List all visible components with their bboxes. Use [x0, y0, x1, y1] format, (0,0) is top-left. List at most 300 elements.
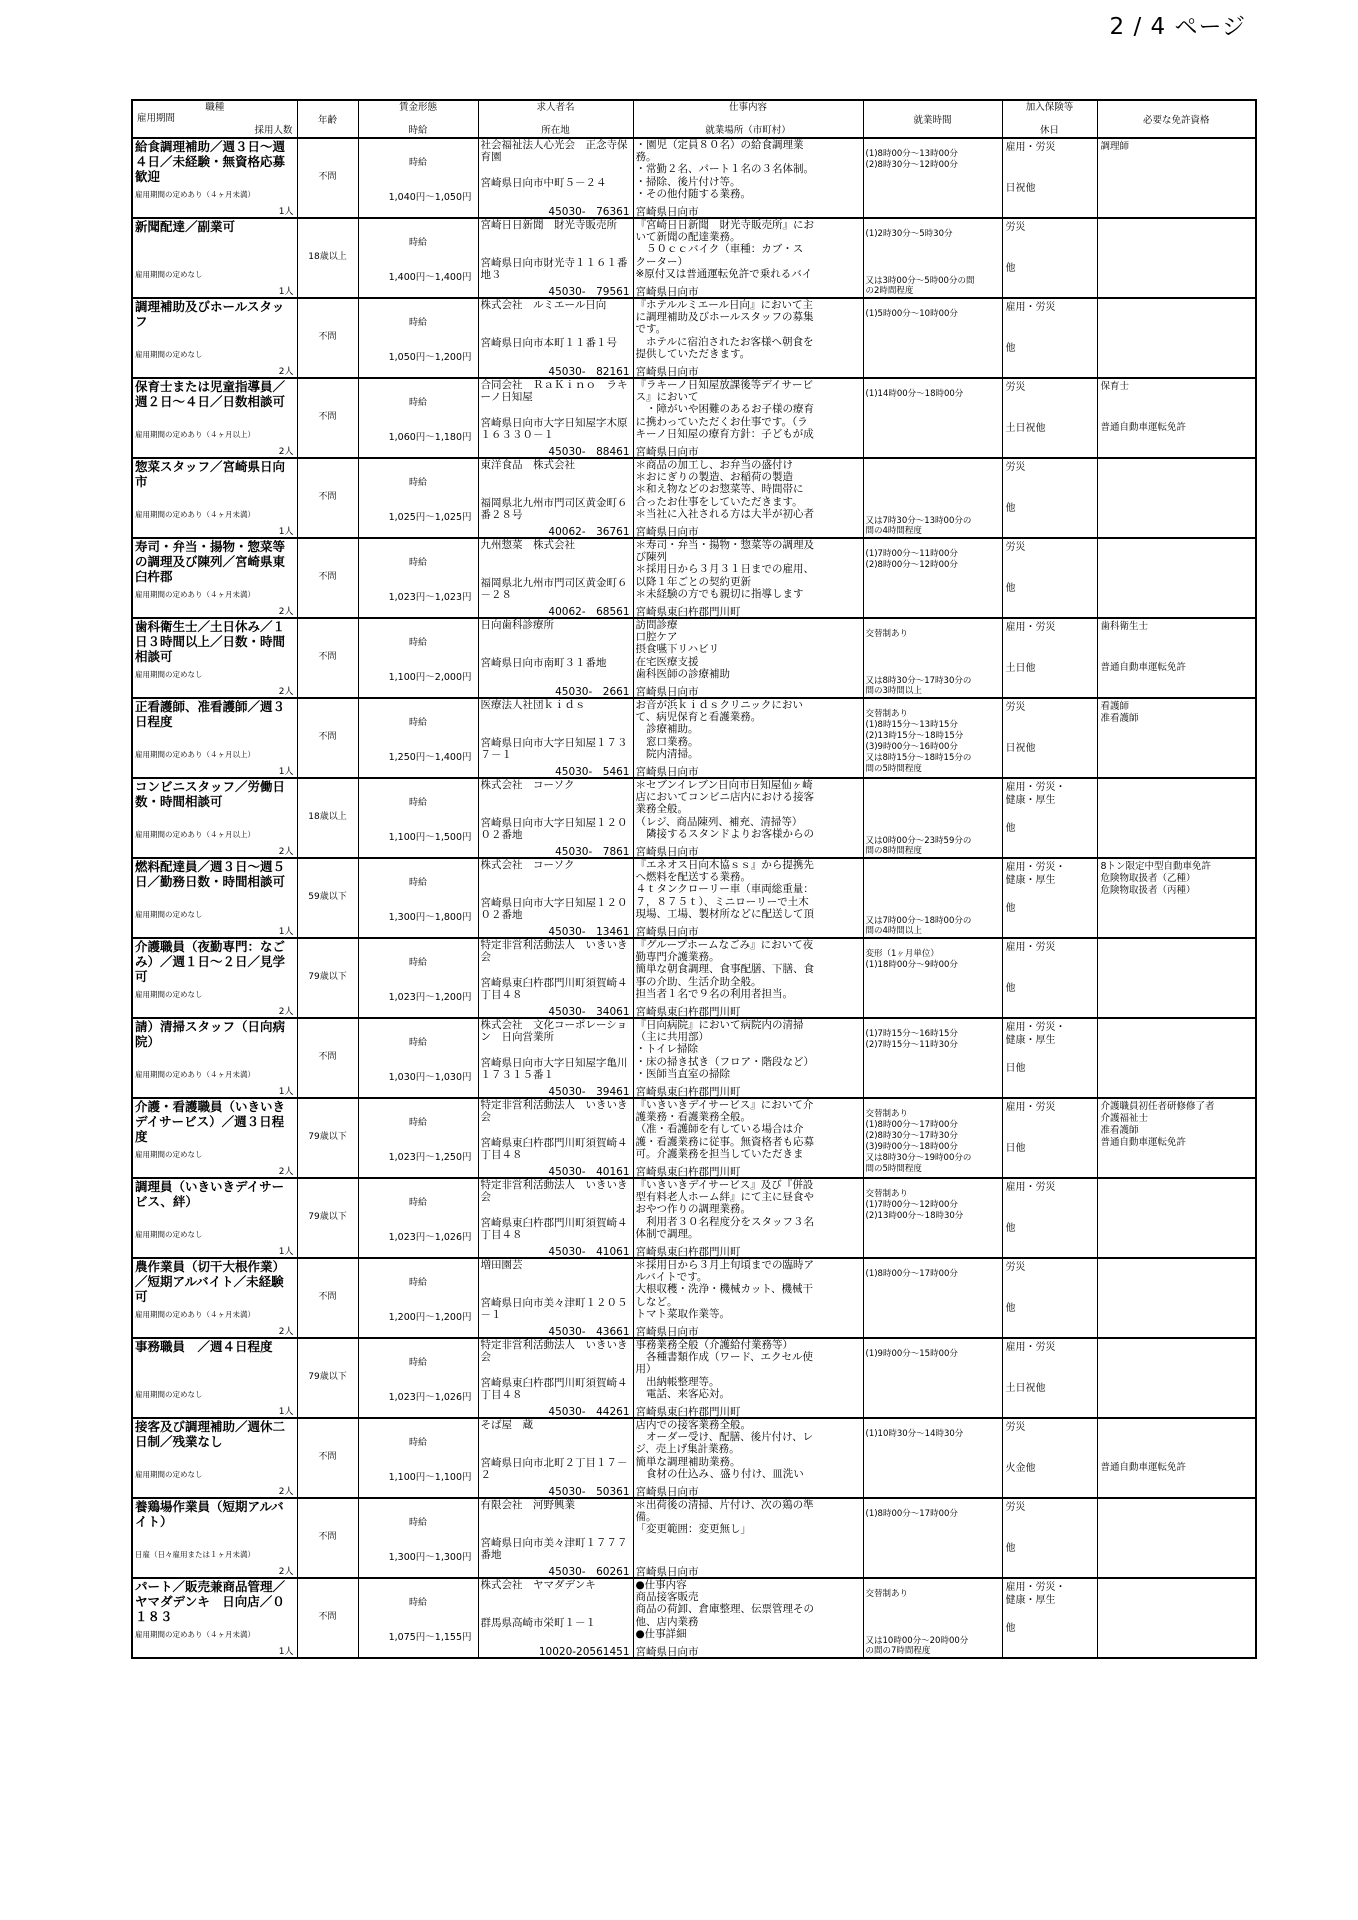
working-hours-note: 又は7時30分～13時00分の 間の4時間程度 [865, 516, 972, 536]
working-hours: (1)8時00分～17時00分 [865, 1509, 958, 1519]
wage-type: 時給 [408, 478, 427, 488]
wage-range: 1,023円～1,023円 [388, 592, 472, 603]
age-cell [297, 378, 358, 458]
employer-cell [478, 1018, 633, 1098]
hours-cell [863, 1338, 1002, 1418]
job-cell [132, 698, 297, 778]
work-cell [633, 538, 863, 618]
insurance: 労災 [1005, 1502, 1026, 1513]
wage-type: 時給 [408, 798, 427, 808]
wage-cell [358, 778, 478, 858]
age-requirement: 18歳以上 [308, 812, 347, 822]
hours-cell [863, 298, 1002, 378]
job-title: パート／販売兼商品管理／ヤマダデンキ 日向店／０１８３ [135, 1579, 286, 1624]
license-cell [1097, 618, 1256, 698]
work-location: 宮崎県東臼杵郡門川町 [635, 1166, 741, 1177]
employer-address: 宮崎県日向市大字日知屋字亀川１７３１５番１ [480, 1057, 628, 1081]
hire-count: 2人 [278, 687, 294, 697]
wage-cell [358, 458, 478, 538]
license-cell [1097, 1498, 1256, 1578]
employment-period: 雇用期間の定めあり（４ヶ月未満） [135, 1630, 255, 1639]
posting-number: 45030- 7861 [555, 846, 630, 857]
wage-cell [358, 1258, 478, 1338]
job-listing-table [131, 99, 1257, 1659]
table-row [132, 538, 1256, 618]
insurance: 雇用・労災 [1005, 622, 1056, 633]
holidays: 他 [1005, 343, 1016, 354]
employer-address: 宮崎県日向市本町１１番１号 [480, 337, 617, 349]
job-title: 調理員（いきいきデイサービス、絆） [135, 1179, 285, 1209]
work-location: 宮崎県日向市 [635, 686, 699, 697]
insurance-cell [1002, 1578, 1097, 1658]
wage-range: 1,023円～1,026円 [388, 1232, 472, 1243]
employment-period: 雇用期間の定めあり（４ヶ月未満） [135, 590, 255, 599]
work-description: ＊出荷後の清掃、片付け、次の鶏の準 備。 「変更範囲：変更無し」 [635, 1499, 814, 1536]
header-hours [863, 100, 1002, 138]
work-cell [633, 378, 863, 458]
age-requirement: 不問 [318, 572, 337, 582]
wage-range: 1,300円～1,300円 [388, 1552, 472, 1563]
employment-period: 雇用期間の定めあり（４ヶ月未満） [135, 1070, 255, 1079]
required-license: 歯科衛生士 [1100, 621, 1149, 632]
hours-cell [863, 218, 1002, 298]
insurance: 労災 [1005, 382, 1026, 393]
job-title: 農作業員（切干大根作業）／短期アルバイト／未経験可 [135, 1259, 286, 1304]
wage-cell [358, 538, 478, 618]
license-cell [1097, 778, 1256, 858]
work-description: 『グループホームなごみ』において夜 勤専門介護業務。 簡単な朝食調理、食事配膳、下膳、食 事の介助、生活介助全般。 担当者１名で９名の利用者担当。 [635, 939, 814, 1000]
posting-number: 45030- 60261 [548, 1566, 630, 1577]
posting-number: 45030- 50361 [548, 1486, 630, 1497]
hire-count: 2人 [278, 1167, 294, 1177]
work-location: 宮崎県日向市 [635, 1326, 699, 1337]
work-location: 宮崎県日向市 [635, 1486, 699, 1497]
job-cell [132, 1018, 297, 1098]
employment-period: 雇用期間の定めあり（４ヶ月未満） [135, 190, 255, 199]
age-requirement: 不問 [318, 492, 337, 502]
posting-number: 45030- 41061 [548, 1246, 630, 1257]
wage-range: 1,023円～1,026円 [388, 1392, 472, 1403]
employer-cell [478, 1498, 633, 1578]
wage-cell [358, 1178, 478, 1258]
wage-cell [358, 618, 478, 698]
holidays: 他 [1005, 1543, 1016, 1554]
wage-cell [358, 858, 478, 938]
table-row [132, 458, 1256, 538]
age-cell [297, 618, 358, 698]
job-cell [132, 938, 297, 1018]
insurance-cell [1002, 1498, 1097, 1578]
hire-count: 2人 [278, 1567, 294, 1577]
insurance: 雇用・労災 [1005, 302, 1056, 313]
age-requirement: 不問 [318, 1612, 337, 1622]
table-row [132, 138, 1256, 218]
hours-cell [863, 538, 1002, 618]
job-title: コンビニスタッフ／労働日数・時間相談可 [135, 779, 286, 809]
posting-number: 40062- 36761 [548, 526, 630, 537]
insurance-cell [1002, 618, 1097, 698]
license-cell [1097, 858, 1256, 938]
header-license-label: 必要な免許資格 [1142, 115, 1210, 126]
age-requirement: 不問 [318, 412, 337, 422]
wage-cell [358, 298, 478, 378]
header-count-label: 採用人数 [254, 125, 293, 136]
age-requirement: 18歳以上 [308, 252, 347, 262]
employer-address: 宮崎県日向市北町２丁目１７－２ [480, 1457, 628, 1481]
employer-cell [478, 1338, 633, 1418]
work-cell [633, 1498, 863, 1578]
posting-number: 45030- 40161 [548, 1166, 630, 1177]
employer-cell [478, 1418, 633, 1498]
work-description: 事務業務全般（介護給付業務等） 各種書類作成（ワード、エクセル使 用） 出納帳整理等。 電話、来客応対。 [635, 1339, 814, 1400]
insurance-cell [1002, 1258, 1097, 1338]
wage-cell [358, 218, 478, 298]
age-cell [297, 1018, 358, 1098]
hours-cell [863, 1578, 1002, 1658]
employment-period: 雇用期間の定めあり（４ヶ月以上） [135, 430, 255, 439]
license-cell [1097, 1018, 1256, 1098]
employment-period: 雇用期間の定めあり（４ヶ月未満） [135, 1310, 255, 1319]
required-license-secondary: 普通自動車運転免許 [1100, 1462, 1187, 1473]
job-title: 調理補助及びホールスタッフ [135, 299, 285, 329]
table-row [132, 298, 1256, 378]
hire-count: 1人 [278, 1247, 294, 1257]
table-row [132, 218, 1256, 298]
table-row [132, 378, 1256, 458]
work-description: ・園児（定員８０名）の給食調理業 務。 ・常勤２名、パート１名の３名体制。 ・掃除、後片付け等。 ・その他付随する業務。 [635, 139, 814, 200]
work-description: お音が浜ｋｉｄｓクリニックにおい て、病児保育と看護業務。 診療補助。 窓口業務。 院内清掃。 [635, 699, 803, 760]
working-hours: (1)10時30分～14時30分 [865, 1429, 964, 1439]
job-title: 養鶏場作業員（短期アルバイト） [135, 1499, 284, 1529]
wage-type: 時給 [408, 958, 427, 968]
work-location: 宮崎県日向市 [635, 1566, 699, 1577]
work-location: 宮崎県日向市 [635, 446, 699, 457]
wage-cell [358, 138, 478, 218]
header-hours-label: 就業時間 [913, 115, 952, 126]
work-description: 訪問診療 口腔ケア 摂食嚥下リハビリ 在宅医療支援 歯科医師の診療補助 [635, 619, 730, 680]
hire-count: 2人 [278, 847, 294, 857]
holidays: 他 [1005, 503, 1016, 514]
hire-count: 1人 [278, 1407, 294, 1417]
license-cell [1097, 378, 1256, 458]
license-cell [1097, 938, 1256, 1018]
table-row [132, 1258, 1256, 1338]
insurance-cell [1002, 218, 1097, 298]
table-row [132, 1578, 1256, 1658]
work-cell [633, 138, 863, 218]
table-row [132, 1018, 1256, 1098]
job-cell [132, 538, 297, 618]
hours-cell [863, 938, 1002, 1018]
job-title: 事務職員 ／週４日程度 [135, 1339, 273, 1354]
age-cell [297, 1258, 358, 1338]
table-row [132, 778, 1256, 858]
wage-type: 時給 [408, 878, 427, 888]
wage-range: 1,030円～1,030円 [388, 1072, 472, 1083]
table-row [132, 858, 1256, 938]
work-cell [633, 1018, 863, 1098]
wage-type: 時給 [408, 1038, 427, 1048]
insurance-cell [1002, 298, 1097, 378]
insurance-cell [1002, 698, 1097, 778]
age-cell [297, 218, 358, 298]
insurance: 労災 [1005, 1262, 1026, 1273]
posting-number: 45030- 76361 [548, 206, 630, 217]
hours-cell [863, 1178, 1002, 1258]
posting-number: 45030- 34061 [548, 1006, 630, 1017]
employer-address: 宮崎県日向市財光寺１１６１番地３ [480, 257, 628, 281]
wage-cell [358, 698, 478, 778]
wage-range: 1,060円～1,180円 [388, 432, 472, 443]
header-wage [358, 100, 478, 138]
table-row [132, 1338, 1256, 1418]
employment-period: 雇用期間の定めなし [135, 1390, 203, 1399]
employer-cell [478, 538, 633, 618]
required-license: 看護師 准看護師 [1100, 701, 1139, 724]
job-title: 燃料配達員／週３日～週５日／勤務日数・時間相談可 [135, 859, 286, 889]
employer-cell [478, 298, 633, 378]
hours-cell [863, 618, 1002, 698]
work-cell [633, 778, 863, 858]
license-cell [1097, 698, 1256, 778]
job-title: 歯科衛生士／土日休み／１日３時間以上／日数・時間相談可 [135, 619, 286, 664]
employer-address: 宮崎県東臼杵郡門川町須賀崎４丁目４８ [480, 1377, 628, 1401]
wage-type: 時給 [408, 1518, 427, 1528]
employer-cell [478, 858, 633, 938]
holidays: 日他 [1005, 1063, 1026, 1074]
job-title: 保育士または児童指導員／週２日～４日／日数相談可 [135, 379, 286, 409]
employer-name: 日向歯科診療所 [480, 619, 554, 631]
work-description: 『いきいきデイサービス』において介 護業務・看護業務全般。 （准・看護師を有している場合は介 護・看護業務に従事。無資格者も応募 可。介護業務を担当していただきま [635, 1099, 814, 1160]
employer-cell [478, 1178, 633, 1258]
age-requirement: 79歳以下 [308, 1132, 347, 1142]
work-cell [633, 1578, 863, 1658]
employer-name: 特定非営利活動法人 いきいき会 [480, 939, 628, 963]
work-description: 店内での接客業務全般。 オーダー受け、配膳、後片付け、レ ジ、売上げ集計業務。 簡単な調理補助業務。 食材の仕込み、盛り付け、皿洗い [635, 1419, 814, 1480]
employment-period: 雇用期間の定めあり（４ヶ月以上） [135, 750, 255, 759]
wage-range: 1,400円～1,400円 [388, 272, 472, 283]
holidays: 火金他 [1005, 1463, 1036, 1474]
work-location: 宮崎県日向市 [635, 766, 699, 777]
work-cell [633, 858, 863, 938]
work-location: 宮崎県日向市 [635, 206, 699, 217]
working-hours: (1)9時00分～15時00分 [865, 1349, 958, 1359]
header-wage-label: 時給 [408, 125, 428, 136]
work-description: 『エネオス日向木協ｓｓ』から提携先 へ燃料を配送する業務。 ４ｔタンクローリー車（車両総重量： ７，８７５ｔ）、ミニローリーで土木 現場、工場、製材所などに配送して頂 [635, 859, 814, 920]
insurance: 雇用・労災・ 健康・厚生 [1005, 1022, 1066, 1046]
work-location: 宮崎県東臼杵郡門川町 [635, 1086, 741, 1097]
posting-number: 45030- 13461 [548, 926, 630, 937]
hire-count: 1人 [278, 527, 294, 537]
job-cell [132, 458, 297, 538]
employer-name: 東洋食品 株式会社 [480, 459, 575, 471]
wage-cell [358, 378, 478, 458]
wage-type: 時給 [408, 558, 427, 568]
hours-cell [863, 1418, 1002, 1498]
wage-range: 1,025円～1,025円 [388, 512, 472, 523]
header-work-label: 仕事内容 [728, 102, 767, 113]
hours-cell [863, 378, 1002, 458]
employer-cell [478, 1578, 633, 1658]
posting-number: 45030- 44261 [548, 1406, 630, 1417]
work-cell [633, 1418, 863, 1498]
employer-cell [478, 1258, 633, 1338]
header-employer [478, 100, 633, 138]
employment-period: 雇用期間の定めあり（４ヶ月以上） [135, 830, 255, 839]
hire-count: 1人 [278, 287, 294, 297]
wage-cell [358, 1578, 478, 1658]
job-cell [132, 1578, 297, 1658]
employer-name: 有限会社 河野興業 [480, 1499, 575, 1511]
employment-period: 雇用期間の定めなし [135, 350, 203, 359]
work-description: 『ラキーノ日知屋放課後等デイサービ ス』において ・障がいや困難のあるお子様の療育 に携わっていただくお仕事です。（ラ キーノ日知屋の療育方針：子どもが成 [635, 379, 814, 440]
required-license: 介護職員初任者研修修了者 介護福祉士 准看護師 普通自動車運転免許 [1100, 1101, 1215, 1148]
wage-type: 時給 [408, 318, 427, 328]
job-cell [132, 1098, 297, 1178]
job-cell [132, 618, 297, 698]
holidays: 他 [1005, 263, 1016, 274]
age-requirement: 59歳以下 [308, 892, 347, 902]
wage-type: 時給 [408, 1598, 427, 1608]
insurance: 雇用・労災 [1005, 1342, 1056, 1353]
hire-count: 1人 [278, 1087, 294, 1097]
wage-type: 時給 [408, 1198, 427, 1208]
insurance: 雇用・労災 [1005, 1182, 1056, 1193]
employer-address: 宮崎県東臼杵郡門川町須賀崎４丁目４８ [480, 1217, 628, 1241]
job-cell [132, 1178, 297, 1258]
wage-cell [358, 938, 478, 1018]
age-cell [297, 538, 358, 618]
table-row [132, 938, 1256, 1018]
holidays: 土日他 [1005, 663, 1036, 674]
insurance: 雇用・労災 [1005, 142, 1056, 153]
age-requirement: 不問 [318, 1532, 337, 1542]
hire-count: 1人 [278, 1647, 294, 1657]
holidays: 日祝他 [1005, 743, 1036, 754]
wage-type: 時給 [408, 1118, 427, 1128]
age-requirement: 不問 [318, 1452, 337, 1462]
wage-range: 1,050円～1,200円 [388, 352, 472, 363]
job-title: 介護・看護職員（いきいきデイサービス）／週３日程度 [135, 1099, 286, 1144]
hours-cell [863, 138, 1002, 218]
employer-name: 株式会社 コーソク [480, 779, 575, 791]
header-place-label: 就業場所（市町村） [705, 125, 791, 136]
work-location: 宮崎県東臼杵郡門川町 [635, 1406, 741, 1417]
employment-period: 雇用期間の定めなし [135, 990, 203, 999]
wage-cell [358, 1018, 478, 1098]
work-description: ＊セブンイレブン日向市日知屋仙ヶ崎 店においてコンビニ店内における接客 業務全般。 （レジ、商品陳列、補充、清掃等） 隣接するスタンドよりお客様からの [635, 779, 814, 840]
hours-cell [863, 1258, 1002, 1338]
working-hours: (1)14時00分～18時00分 [865, 389, 964, 399]
posting-number: 45030- 79561 [548, 286, 630, 297]
employer-cell [478, 218, 633, 298]
job-cell [132, 1338, 297, 1418]
wage-cell [358, 1418, 478, 1498]
holidays: 日祝他 [1005, 183, 1036, 194]
job-cell [132, 218, 297, 298]
work-description: 『ホテルルミエール日向』において主 に調理補助及びホールスタッフの募集 です。 ホテルに宿泊されたお客様へ朝食を 提供していただきます。 [635, 299, 814, 360]
job-cell [132, 1498, 297, 1578]
employer-name: 医療法人社団ｋｉｄｓ [480, 699, 586, 711]
header-job [132, 100, 297, 138]
job-title: 接客及び調理補助／週休二日制／残業なし [135, 1419, 286, 1449]
insurance: 雇用・労災・ 健康・厚生 [1005, 862, 1066, 886]
header-holiday-label: 休日 [1039, 125, 1059, 136]
work-cell [633, 298, 863, 378]
employer-address: 群馬県高崎市栄町１－１ [480, 1617, 596, 1629]
job-cell [132, 298, 297, 378]
holidays: 他 [1005, 1623, 1016, 1634]
working-hours-note: 又は10時00分～20時00分 の間の7時間程度 [865, 1636, 969, 1656]
working-hours: 交替制あり (1)8時15分～13時15分 (2)13時15分～18時15分 (3)9時00分～16時00分 又は8時15分～18時15分の 間の5時間程度 [865, 709, 972, 774]
hours-cell [863, 458, 1002, 538]
wage-cell [358, 1338, 478, 1418]
license-cell [1097, 1418, 1256, 1498]
working-hours: 変形（1ヶ月単位） (1)18時00分～9時00分 [865, 949, 958, 970]
insurance: 労災 [1005, 222, 1026, 233]
working-hours: 交替制あり (1)7時00分～12時00分 (2)13時00分～18時30分 [865, 1189, 964, 1221]
posting-number: 45030- 88461 [548, 446, 630, 457]
employment-period: 雇用期間の定めなし [135, 670, 203, 679]
hire-count: 1人 [278, 927, 294, 937]
wage-type: 時給 [408, 158, 427, 168]
wage-cell [358, 1498, 478, 1578]
insurance-cell [1002, 138, 1097, 218]
holidays: 土日祝他 [1005, 1383, 1046, 1394]
required-license: 8トン限定中型自動車免許 危険物取扱者（乙種） 危険物取扱者（丙種） [1100, 861, 1212, 896]
age-requirement: 不問 [318, 1292, 337, 1302]
job-title: 請）清掃スタッフ（日向病院） [135, 1019, 286, 1049]
hire-count: 2人 [278, 1007, 294, 1017]
insurance-cell [1002, 938, 1097, 1018]
table-header [132, 100, 1256, 138]
hours-cell [863, 1018, 1002, 1098]
hours-cell [863, 1498, 1002, 1578]
age-cell [297, 1498, 358, 1578]
posting-number: 45030- 2661 [555, 686, 630, 697]
job-title: 正看護師、准看護師／週３日程度 [135, 699, 286, 729]
employer-address: 宮崎県日向市南町３１番地 [480, 657, 607, 669]
wage-type: 時給 [408, 1358, 427, 1368]
holidays: 他 [1005, 983, 1016, 994]
hire-count: 2人 [278, 607, 294, 617]
hire-count: 1人 [278, 207, 294, 217]
employment-period: 雇用期間の定めなし [135, 270, 203, 279]
license-cell [1097, 1098, 1256, 1178]
insurance-cell [1002, 378, 1097, 458]
working-hours: (1)7時00分～11時00分 (2)8時00分～12時00分 [865, 549, 958, 570]
job-title: 給食調理補助／週３日～週４日／未経験・無資格応募歓迎 [135, 139, 286, 184]
work-cell [633, 1178, 863, 1258]
employer-name: 特定非営利活動法人 いきいき会 [480, 1339, 628, 1363]
work-location: 宮崎県日向市 [635, 1646, 699, 1657]
insurance-cell [1002, 1018, 1097, 1098]
age-cell [297, 858, 358, 938]
table-row [132, 1098, 1256, 1178]
working-hours: (1)8時00分～13時00分 (2)8時30分～12時00分 [865, 149, 958, 170]
employment-period: 雇用期間の定めなし [135, 1470, 203, 1479]
work-cell [633, 1258, 863, 1338]
insurance-cell [1002, 1418, 1097, 1498]
header-age [297, 100, 358, 138]
age-requirement: 不問 [318, 1052, 337, 1062]
wage-range: 1,100円～1,500円 [388, 832, 472, 843]
license-cell [1097, 298, 1256, 378]
working-hours-note: 又は3時00分～5時00分の間 の2時間程度 [865, 276, 975, 296]
work-cell [633, 698, 863, 778]
employer-name: 特定非営利活動法人 いきいき会 [480, 1179, 628, 1203]
job-cell [132, 1418, 297, 1498]
